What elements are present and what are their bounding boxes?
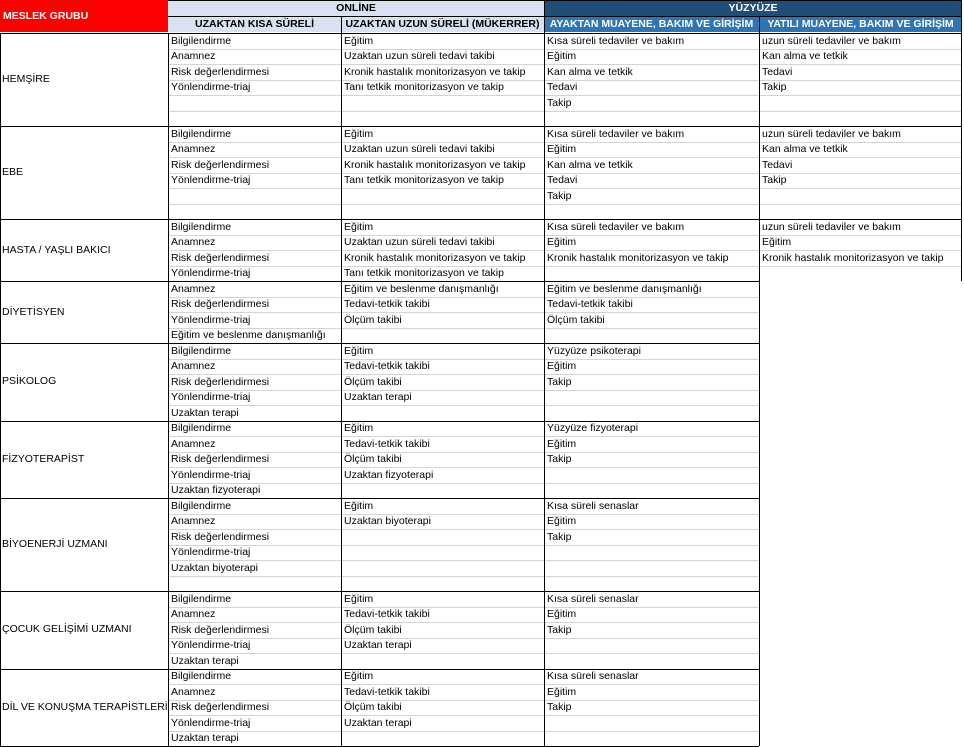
cell-c1-entry[interactable]: Bilgilendirme	[171, 499, 232, 512]
cell-c1-entry[interactable]: Bilgilendirme	[171, 592, 232, 605]
cell-c1-entry[interactable]: Yönlendirme-triaj	[171, 468, 251, 481]
cell-c1-entry[interactable]: Uzaktan terapi	[171, 406, 239, 419]
group-left-border	[0, 343, 1, 421]
cell-c1-entry[interactable]: Anamnez	[171, 143, 216, 155]
cell-c3-entry[interactable]: Tedavi	[547, 174, 578, 186]
cell-c4-entry[interactable]: Kronik hastalık monitorizasyon ve takip	[762, 251, 944, 264]
header-online-face-divider	[544, 0, 545, 33]
online-header[interactable]: ONLİNE	[168, 0, 544, 16]
group-left-border	[0, 33, 1, 126]
header-right-border	[961, 0, 962, 33]
cell-c3-entry[interactable]: Kısa süreli tedaviler ve bakım	[547, 127, 685, 140]
group-divider-3	[544, 281, 545, 343]
group-top-border	[0, 343, 759, 344]
cell-c2-entry[interactable]: Eğitim	[344, 422, 374, 434]
cell-c3-entry[interactable]: Eğitim	[547, 685, 577, 698]
cell-c1-entry[interactable]: Anamnez	[171, 515, 216, 527]
col-header-uzaktan-uzun[interactable]: UZAKTAN UZUN SÜRELİ (MÜKERRER)	[341, 16, 544, 32]
cell-c1-entry[interactable]: Yönlendirme-triaj	[171, 267, 251, 279]
cell-c4-entry[interactable]: Kan alma ve tetkik	[762, 50, 848, 62]
group-left-border	[0, 669, 1, 747]
cell-c3-entry[interactable]: Takip	[547, 453, 572, 465]
cell-c1-entry[interactable]: Risk değerlendirmesi	[171, 701, 270, 713]
group-divider-2	[341, 343, 342, 421]
meslek-grubu-psi-kolog[interactable]: PSİKOLOG	[2, 375, 57, 387]
cell-c2-entry[interactable]: Uzaktan uzun süreli tedavi takibi	[344, 50, 495, 62]
cell-c1-entry[interactable]: Eğitim ve beslenme danışmanlığı	[171, 329, 326, 341]
cell-c2-entry[interactable]: Uzaktan uzun süreli tedavi takibi	[344, 236, 495, 248]
group-divider-2	[341, 281, 342, 343]
group-left-border	[0, 126, 1, 219]
cell-c1-entry[interactable]: Anamnez	[171, 360, 216, 372]
cell-c2-entry[interactable]: Uzaktan terapi	[344, 391, 412, 403]
header-top-border	[168, 0, 962, 1]
group-divider-4	[759, 126, 760, 219]
cell-c4-entry[interactable]: Tedavi	[762, 65, 793, 78]
cell-c1-entry[interactable]: Uzaktan terapi	[171, 732, 239, 744]
cell-c3-entry[interactable]: Eğitim ve beslenme danışmanlığı	[547, 282, 702, 295]
meslek-grubu-di-yeti-syen[interactable]: DİYETİSYEN	[2, 306, 65, 318]
group-divider-4	[759, 591, 760, 669]
meslek-grubu-ocuk-geli-i-mi-uzmani[interactable]: ÇOCUK GELİŞİMİ UZMANI	[2, 623, 132, 635]
col-header-uzaktan-kisa[interactable]: UZAKTAN KISA SÜRELİ	[168, 16, 341, 32]
group-divider-3	[544, 343, 545, 421]
group-top-border	[0, 591, 759, 592]
cell-c2-entry[interactable]: Tedavi-tetkik takibi	[344, 608, 430, 620]
group-divider-3	[544, 219, 545, 281]
meslek-grubu-header[interactable]: MESLEK GRUBU	[0, 0, 168, 32]
cell-c2-entry[interactable]: Eğitim	[344, 592, 374, 605]
meslek-grubu-hem-i-re[interactable]: HEMŞİRE	[2, 73, 50, 85]
group-top-border	[0, 126, 962, 127]
cell-c4-entry[interactable]: Kan alma ve tetkik	[762, 143, 848, 155]
group-left-border	[0, 281, 1, 343]
cell-c3-entry[interactable]: Kan alma ve tetkik	[547, 65, 633, 78]
group-left-border	[0, 498, 1, 591]
cell-c2-entry[interactable]: Eğitim	[344, 220, 374, 233]
cell-c3-entry[interactable]: Eğitim	[547, 360, 577, 372]
cell-c3-entry[interactable]: Eğitim	[547, 236, 577, 248]
group-divider-1	[168, 219, 169, 281]
meslek-grubu-bi-yoenerji-uzmani[interactable]: BİYOENERJİ UZMANI	[2, 538, 108, 550]
cell-c2-entry[interactable]: Tedavi-tetkik takibi	[344, 437, 430, 450]
cell-c2-entry[interactable]: Ölçüm takibi	[344, 623, 402, 636]
cell-c2-entry[interactable]: Eğitim	[344, 670, 374, 682]
meslek-grubu-fi-zyoterapi-st[interactable]: FİZYOTERAPİST	[2, 452, 85, 465]
cell-c1-entry[interactable]: Yönlendirme-triaj	[171, 174, 251, 186]
group-right-border	[961, 33, 962, 126]
cell-c4-entry[interactable]: Takip	[762, 81, 787, 93]
group-divider-4	[759, 33, 760, 126]
group-divider-2	[341, 126, 342, 219]
group-divider-1	[168, 281, 169, 343]
cell-c2-entry[interactable]: Tanı tetkik monitorizasyon ve takip	[344, 267, 504, 279]
gridline-row	[168, 576, 759, 577]
cell-c1-entry[interactable]: Yönlendirme-triaj	[171, 391, 251, 403]
cell-c1-entry[interactable]: Bilgilendirme	[171, 670, 232, 682]
group-top-border	[0, 421, 759, 422]
cell-c4-entry[interactable]: uzun süreli tedaviler ve bakım	[762, 127, 901, 140]
cell-c1-entry[interactable]: Uzaktan fizyoterapi	[171, 484, 261, 496]
group-divider-3	[544, 498, 545, 591]
cell-c1-entry[interactable]: Risk değerlendirmesi	[171, 65, 270, 78]
cell-c3-entry[interactable]: Eğitim	[547, 608, 577, 620]
cell-c2-entry[interactable]: Eğitim	[344, 127, 374, 140]
cell-c1-entry[interactable]: Uzaktan biyoterapi	[171, 561, 258, 574]
group-top-border	[0, 33, 962, 34]
cell-c3-entry[interactable]: Takip	[547, 189, 572, 202]
cell-c3-entry[interactable]: Takip	[547, 623, 572, 636]
cell-c1-entry[interactable]: Bilgilendirme	[171, 344, 232, 357]
cell-c2-entry[interactable]: Kronik hastalık monitorizasyon ve takip	[344, 251, 526, 264]
col-header-yatili[interactable]: YATILI MUAYENE, BAKIM VE GİRİŞİM	[759, 16, 962, 32]
cell-c1-entry[interactable]: Risk değerlendirmesi	[171, 530, 270, 543]
cell-c2-entry[interactable]: Eğitim	[344, 499, 374, 512]
cell-c1-entry[interactable]: Anamnez	[171, 608, 216, 620]
cell-c2-entry[interactable]: Ölçüm takibi	[344, 375, 402, 388]
cell-c1-entry[interactable]: Bilgilendirme	[171, 34, 232, 47]
cell-c2-entry[interactable]: Uzaktan fizyoterapi	[344, 468, 434, 481]
cell-c3-entry[interactable]: Eğitim	[547, 437, 577, 450]
group-divider-2	[341, 421, 342, 499]
cell-c1-entry[interactable]: Risk değerlendirmesi	[171, 375, 270, 388]
cell-c2-entry[interactable]: Eğitim	[344, 344, 374, 357]
cell-c3-entry[interactable]: Takip	[547, 701, 572, 713]
cell-c1-entry[interactable]: Bilgilendirme	[171, 422, 232, 434]
cell-c3-entry[interactable]: Takip	[547, 96, 572, 109]
cell-c3-entry[interactable]: Kısa süreli tedaviler ve bakım	[547, 220, 685, 233]
cell-c3-entry[interactable]: Kan alma ve tetkik	[547, 158, 633, 171]
cell-c2-entry[interactable]: Tedavi-tetkik takibi	[344, 685, 430, 698]
group-left-border	[0, 219, 1, 281]
group-divider-1	[168, 33, 169, 126]
group-divider-3	[544, 33, 545, 126]
cell-c3-entry[interactable]: Kısa süreli senaslar	[547, 670, 639, 682]
cell-c1-entry[interactable]: Yönlendirme-triaj	[171, 716, 251, 729]
group-divider-4	[759, 343, 760, 421]
cell-c2-entry[interactable]: Eğitim ve beslenme danışmanlığı	[344, 282, 499, 295]
group-divider-1	[168, 343, 169, 421]
cell-c1-entry[interactable]: Yönlendirme-triaj	[171, 313, 251, 326]
cell-c2-entry[interactable]: Ölçüm takibi	[344, 313, 402, 326]
group-top-border	[0, 669, 759, 670]
group-divider-3	[544, 126, 545, 219]
cell-c2-entry[interactable]: Tanı tetkik monitorizasyon ve takip	[344, 174, 504, 186]
group-divider-4	[759, 421, 760, 499]
cell-c1-entry[interactable]: Yönlendirme-triaj	[171, 546, 251, 558]
group-divider-2	[341, 498, 342, 591]
group-left-border	[0, 421, 1, 499]
cell-c3-entry[interactable]: Eğitim	[547, 50, 577, 62]
group-top-border	[0, 219, 962, 220]
cell-c2-entry[interactable]: Eğitim	[344, 34, 374, 47]
cell-c4-entry[interactable]: Tedavi	[762, 158, 793, 171]
cell-c1-entry[interactable]: Anamnez	[171, 685, 216, 698]
cell-c2-entry[interactable]: Tedavi-tetkik takibi	[344, 298, 430, 310]
cell-c1-entry[interactable]: Uzaktan terapi	[171, 654, 239, 667]
cell-c1-entry[interactable]: Yönlendirme-triaj	[171, 639, 251, 651]
cell-c3-entry[interactable]: Kısa süreli tedaviler ve bakım	[547, 34, 685, 47]
cell-c3-entry[interactable]: Takip	[547, 530, 572, 543]
cell-c1-entry[interactable]: Risk değerlendirmesi	[171, 298, 270, 310]
cell-c1-entry[interactable]: Risk değerlendirmesi	[171, 623, 270, 636]
cell-c3-entry[interactable]: Eğitim	[547, 143, 577, 155]
cell-c2-entry[interactable]: Uzaktan uzun süreli tedavi takibi	[344, 143, 495, 155]
group-divider-3	[544, 421, 545, 499]
group-divider-4	[759, 498, 760, 591]
cell-c2-entry[interactable]: Kronik hastalık monitorizasyon ve takip	[344, 158, 526, 171]
group-divider-3	[544, 669, 545, 747]
cell-c1-entry[interactable]: Risk değerlendirmesi	[171, 158, 270, 171]
cell-c1-entry[interactable]: Anamnez	[171, 50, 216, 62]
gridline-row	[168, 204, 962, 205]
group-divider-3	[544, 591, 545, 669]
cell-c2-entry[interactable]: Uzaktan terapi	[344, 716, 412, 729]
header-sub-divider-1	[341, 16, 342, 33]
cell-c3-entry[interactable]: Tedavi	[547, 81, 578, 93]
group-divider-1	[168, 421, 169, 499]
cell-c3-entry[interactable]: Kronik hastalık monitorizasyon ve takip	[547, 251, 729, 264]
group-divider-4	[759, 669, 760, 747]
group-divider-1	[168, 591, 169, 669]
cell-c1-entry[interactable]: Anamnez	[171, 282, 216, 295]
col-header-ayaktan[interactable]: AYAKTAN MUAYENE, BAKIM VE GİRİŞİM	[544, 16, 759, 32]
cell-c3-entry[interactable]: Kısa süreli senaslar	[547, 592, 639, 605]
group-top-border	[0, 498, 759, 499]
cell-c2-entry[interactable]: Tanı tetkik monitorizasyon ve takip	[344, 81, 504, 93]
header-mid-border	[168, 16, 962, 17]
cell-c1-entry[interactable]: Anamnez	[171, 236, 216, 248]
cell-c3-entry[interactable]: Yüzyüze psikoterapi	[547, 344, 641, 357]
group-divider-2	[341, 591, 342, 669]
cell-c4-entry[interactable]: uzun süreli tedaviler ve bakım	[762, 34, 901, 47]
group-divider-1	[168, 126, 169, 219]
group-divider-4	[759, 281, 760, 343]
cell-c3-entry[interactable]: Eğitim	[547, 515, 577, 527]
cell-c2-entry[interactable]: Uzaktan terapi	[344, 639, 412, 651]
cell-c2-entry[interactable]: Ölçüm takibi	[344, 453, 402, 465]
cell-c4-entry[interactable]: uzun süreli tedaviler ve bakım	[762, 220, 901, 233]
cell-c1-entry[interactable]: Bilgilendirme	[171, 127, 232, 140]
meslek-grubu-hasta-ya-li-bakici[interactable]: HASTA / YAŞLI BAKICI	[2, 244, 111, 256]
meslek-grubu-di-l-ve-konu-ma-terapi-stleri[interactable]: DİL VE KONUŞMA TERAPİSTLERİ	[2, 700, 168, 713]
group-right-border	[961, 219, 962, 281]
cell-c3-entry[interactable]: Kısa süreli senaslar	[547, 499, 639, 512]
cell-c2-entry[interactable]: Kronik hastalık monitorizasyon ve takip	[344, 65, 526, 78]
cell-c3-entry[interactable]: Ölçüm takibi	[547, 313, 605, 326]
cell-c1-entry[interactable]: Bilgilendirme	[171, 220, 232, 233]
group-divider-2	[341, 219, 342, 281]
gridline-row	[168, 111, 962, 112]
meslek-grubu-ebe[interactable]: EBE	[2, 166, 24, 178]
cell-c1-entry[interactable]: Risk değerlendirmesi	[171, 453, 270, 465]
group-divider-2	[341, 669, 342, 747]
cell-c4-entry[interactable]: Eğitim	[762, 236, 792, 248]
header-sub-divider-2	[759, 16, 760, 33]
cell-c3-entry[interactable]: Yüzyüze fizyoterapi	[547, 422, 639, 434]
cell-c2-entry[interactable]: Tedavi-tetkik takibi	[344, 360, 430, 372]
group-left-border	[0, 591, 1, 669]
cell-c3-entry[interactable]: Tedavi-tetkik takibi	[547, 298, 633, 310]
cell-c2-entry[interactable]: Ölçüm takibi	[344, 701, 402, 713]
cell-c1-entry[interactable]: Risk değerlendirmesi	[171, 251, 270, 264]
group-divider-1	[168, 669, 169, 747]
cell-c3-entry[interactable]: Takip	[547, 375, 572, 388]
yuzyuze-header[interactable]: YÜZYÜZE	[544, 0, 962, 16]
group-top-border	[0, 281, 759, 282]
group-right-border	[961, 126, 962, 219]
cell-c2-entry[interactable]: Uzaktan biyoterapi	[344, 515, 431, 527]
cell-c4-entry[interactable]: Takip	[762, 174, 787, 186]
cell-c1-entry[interactable]: Anamnez	[171, 437, 216, 450]
cell-c1-entry[interactable]: Yönlendirme-triaj	[171, 81, 251, 93]
group-divider-4	[759, 219, 760, 281]
group-divider-2	[341, 33, 342, 126]
group-divider-1	[168, 498, 169, 591]
